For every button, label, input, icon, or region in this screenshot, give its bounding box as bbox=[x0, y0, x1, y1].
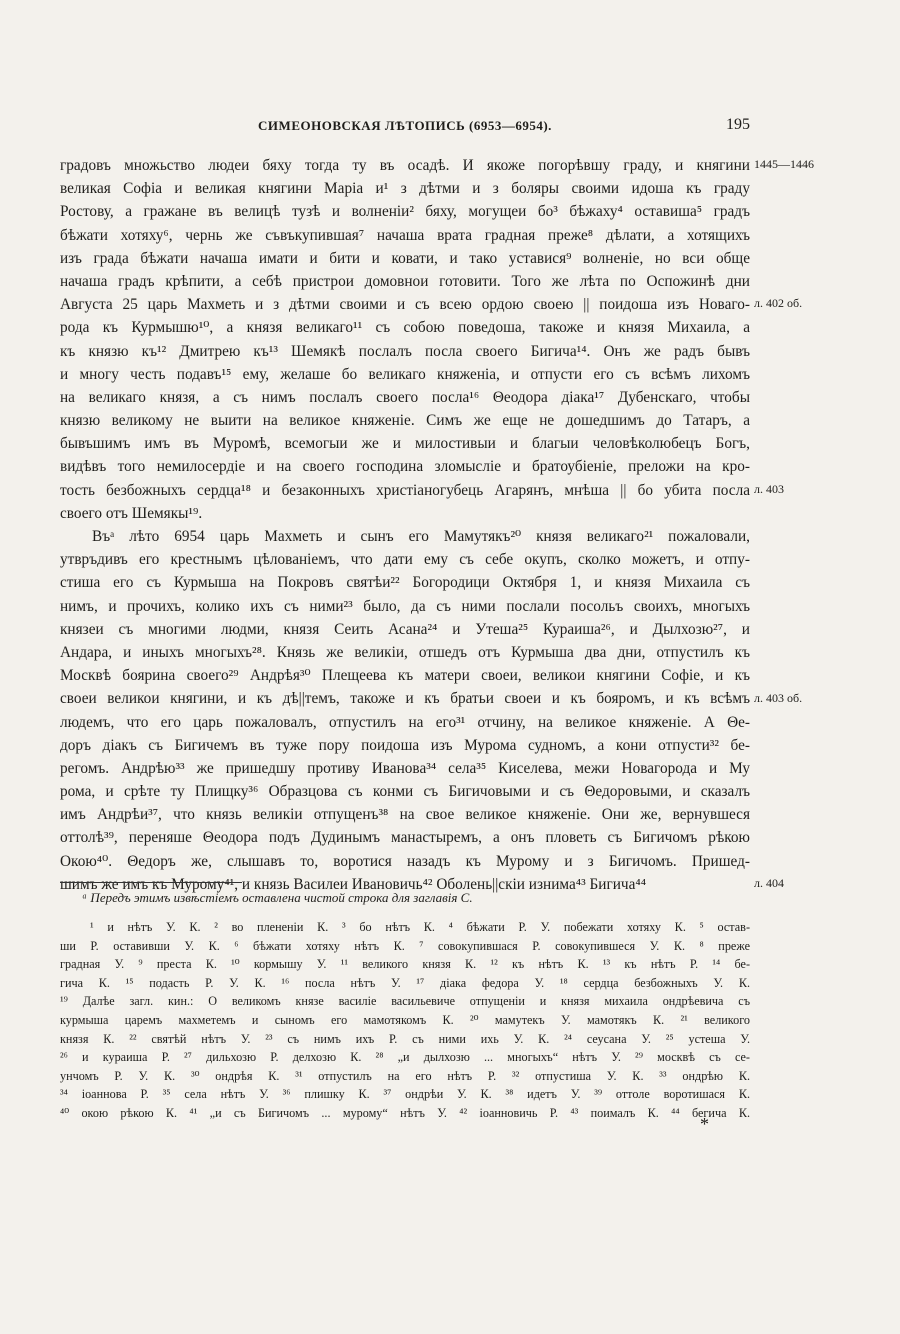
text-line: градовъ множьство людеи бяху тогда ту въ осадѣ. И якоже погорѣвшу граду, и княгини bbox=[60, 157, 750, 174]
text-line: оттолѣ³⁹, переняше Θеодора подъ Дудинымъ манастыремъ, а онъ пловеть съ Бигичомъ рѣкою bbox=[60, 829, 750, 847]
text-line: изъ града бѣжати начаша имати и бити и ковати, и тако уставися⁹ волненіе, но вси обще bbox=[60, 249, 750, 267]
text-line: стиша его съ Курмыша на Покровъ святѣи²² Богородици Октября 1, и князя Михаила съ bbox=[60, 574, 750, 592]
text-line: Ростову, а гражане въ велицѣ тузѣ и волненіи² бяху, могущеи бо³ бѣжаху⁴ оставиша⁵ градъ bbox=[60, 203, 750, 221]
text-line: Андара, и иныхъ многыхъ²⁸. Князь же великіи, отшедъ отъ Курмыша два дни, отпустилъ къ bbox=[60, 643, 750, 661]
footnote-line: ¹ и нѣтъ У. К. ² во плененіи К. ³ бо нѣтъ К. ⁴ бѣжати Р. У. побежати хотяху К. ⁵ остав- bbox=[90, 920, 750, 934]
text-line: на великаго князя, а съ нимъ послалъ своего посла¹⁶ Θеодора діака¹⁷ Дубенскаго, чтобы bbox=[60, 388, 750, 406]
margin-note: 1445—1446 bbox=[754, 157, 814, 171]
footnote-line: курмыша царемъ махметемъ и сыномъ его мамотякомъ К. ²⁰ мамутекъ У. мамотякъ К. ²¹ великого bbox=[60, 1012, 750, 1027]
main-text bbox=[60, 154, 750, 896]
text-line: рома, и срѣте ту Плищку³⁶ Образцова съ конми съ Бигичовыми и съ Θедоровыми, и сказалъ bbox=[60, 783, 750, 801]
footnotes bbox=[60, 918, 750, 1123]
footnote-line: ²⁶ и кураиша Р. ²⁷ дильхозю Р. делхозю К. ²⁸ „и дылхозю ... многыхъ“ нѣтъ У. ²⁹ москвѣ съ се- bbox=[60, 1050, 750, 1065]
text-line: Окою⁴⁰. Θедоръ же, слышавъ то, воротися назадъ къ Мурому и з Бигичомъ. Пришед- bbox=[60, 852, 750, 870]
running-header bbox=[60, 118, 750, 138]
running-title: СИМЕОНОВСКАЯ ЛѢТОПИСЬ (6953—6954). bbox=[258, 118, 552, 133]
text-line: нимъ, и прочихъ, колико ихъ съ ними²³ было, да съ ними послали посольъ своихъ, многыхъ bbox=[60, 597, 750, 615]
text-line: утвръдивъ его крестнымъ цѣлованіемъ, что дати ему съ себе окупъ, сколко можетъ, и отпу- bbox=[60, 551, 750, 569]
margin-note: л. 404 bbox=[754, 876, 784, 891]
text-line: регомъ. Андрѣю³³ же пришедшу противу Иванова³⁴ села³⁵ Киселева, межи Новагорода и Му bbox=[60, 759, 750, 777]
footnote-rule bbox=[60, 882, 242, 883]
margin-note: л. 403 об. bbox=[754, 690, 803, 705]
text-line: видѣвъ того немилосердіе и на своего господина зломысліе и братоубіеніе, преложи на кро- bbox=[60, 458, 750, 476]
text-line: Москвѣ боярина своего²⁹ Андрѣя³⁰ Плещеева къ матери своеи, великои княгини Софіе, и къ bbox=[60, 667, 750, 685]
text-line: рода къ Курмышю¹⁰, а князя великаго¹¹ съ собою поведоша, такоже и князя Михаила, а bbox=[60, 319, 750, 337]
text-line: великая Софіа и великая княгини Маріа и¹ з дѣтми и з боляры своими идоша къ граду bbox=[60, 180, 750, 198]
footnote-line: гича К. ¹⁵ подасть Р. У. К. ¹⁶ посла нѣтъ У. ¹⁷ діака федора У. ¹⁸ сердца безбожныхъ У. К. bbox=[60, 975, 750, 990]
text-line: Августа 25 царь Махметь и з дѣтми своими и съ всею ордою своею || поидоша изъ Новаго- bbox=[60, 296, 750, 314]
footnote-line: ¹⁹ Далѣе загл. кин.: О великомъ князе василіе васильевиче отпущеніи и князя михаила ондрѣевича съ bbox=[60, 994, 750, 1009]
end-mark: * bbox=[700, 1114, 709, 1134]
text-line: тость безбожныхъ сердца¹⁸ и безаконныхъ христіаногубець Агарянъ, мнѣша || бо убита посла bbox=[60, 481, 750, 499]
margin-note: л. 403 bbox=[754, 481, 784, 496]
text-line: бѣжати хотяху⁶, чернь же съвъкупившая⁷ начаша врата градная преже⁸ дѣлати, а хотящихъ bbox=[60, 226, 750, 244]
text-line: своего отъ Шемякы¹⁹. bbox=[60, 504, 203, 522]
text-line: начаша градъ крѣпити, а себѣ пристрои домовнои готовити. Того же лѣта по Оспожинѣ дни bbox=[60, 272, 750, 290]
margin-note: л. 402 об. bbox=[754, 296, 803, 311]
footnote-line: унчомъ Р. У. К. ³⁰ ондрѣя К. ³¹ отпустилъ на его нѣтъ Р. ³² отпустиша У. К. ³³ ондрѣю К. bbox=[60, 1068, 750, 1083]
text-line: и многу честь подавъ¹⁵ ему, желаше бо великаго княженіа, и отпусти его съ всѣмъ лихомъ bbox=[60, 365, 750, 383]
footnote-a: ᵃ Передъ этимъ извѣстіемъ оставлена чистой строка для заглавія С. bbox=[82, 890, 473, 905]
text-line: князеи съ многими людми, князя Сеить Асана²⁴ и Утеша²⁵ Кураиша²⁶, и Дылхозю²⁷, и bbox=[60, 620, 750, 638]
footnote-line: градная У. ⁹ преста К. ¹⁰ кормышу У. ¹¹ великого князя К. ¹² къ нѣтъ К. ¹³ къ нѣтъ Р. ¹⁴ бе- bbox=[60, 957, 750, 972]
footnote-line: князя К. ²² святѣй нѣтъ У. ²³ съ нимъ ихъ Р. съ ними ихь У. К. ²⁴ сеусана У. ²⁵ устеша У. bbox=[60, 1031, 750, 1046]
text-line: князю великому не выити на великое княженіе. Симъ же еще не дошедшимъ до Татаръ, а bbox=[60, 412, 750, 430]
text-line: своеи великои княгини, и къ дѣ||темъ, такоже и къ братьи своеи и къ бояромъ, и къ всѣмъ bbox=[60, 690, 750, 708]
text-line: доръ діакъ съ Бигичемъ въ туже пору поидоша изъ Мурома судномъ, а кони отпусти³² бе- bbox=[60, 736, 750, 754]
text-line: бывъшимъ имъ въ Муромѣ, всемогыи же и милостивыи и благыи человѣколюбецъ Богъ, bbox=[60, 435, 750, 453]
text-line: людемъ, что его царь пожаловалъ, отпустилъ на его³¹ отчину, на великое княженіе. А Θе- bbox=[60, 713, 750, 731]
text-line: Въᵃ лѣто 6954 царь Махметь и сынъ его Мамутякъ²⁰ князя великаго²¹ пожаловали, bbox=[92, 528, 750, 545]
text-line: имъ Андрѣи³⁷, что князь великіи отпущенъ³⁸ на свое великое княженіе. Они же, вернувшеся bbox=[60, 806, 750, 824]
page-number: 195 bbox=[726, 116, 750, 133]
text-line: къ князю къ¹² Дмитрею къ¹³ Шемякѣ послалъ посла своего Бигича¹⁴. Онъ же радъ бывъ bbox=[60, 342, 750, 360]
footnote-line: ³⁴ іоаннова Р. ³⁵ села нѣтъ У. ³⁶ плишку К. ³⁷ ондрѣи У. К. ³⁸ идетъ У. ³⁹ оттоле воротишася К. bbox=[60, 1087, 750, 1102]
text-line: шимъ же имъ къ Мурому⁴¹, и князь Василеи Ивановичь⁴² Оболень||скіи изнима⁴³ Бигича⁴⁴ bbox=[60, 875, 647, 893]
footnote-line: ⁴⁰ окою рѣкою К. ⁴¹ „и съ Бигичомъ ... мурому“ нѣтъ У. ⁴² іоанновичь Р. ⁴³ поималъ К. ⁴⁴ бегича К. bbox=[60, 1105, 750, 1120]
footnote-line: ши Р. оставивши У. К. ⁶ бѣжати хотяху нѣтъ К. ⁷ совокупившася Р. совокупившеся У. К. ⁸ преже bbox=[60, 938, 750, 953]
